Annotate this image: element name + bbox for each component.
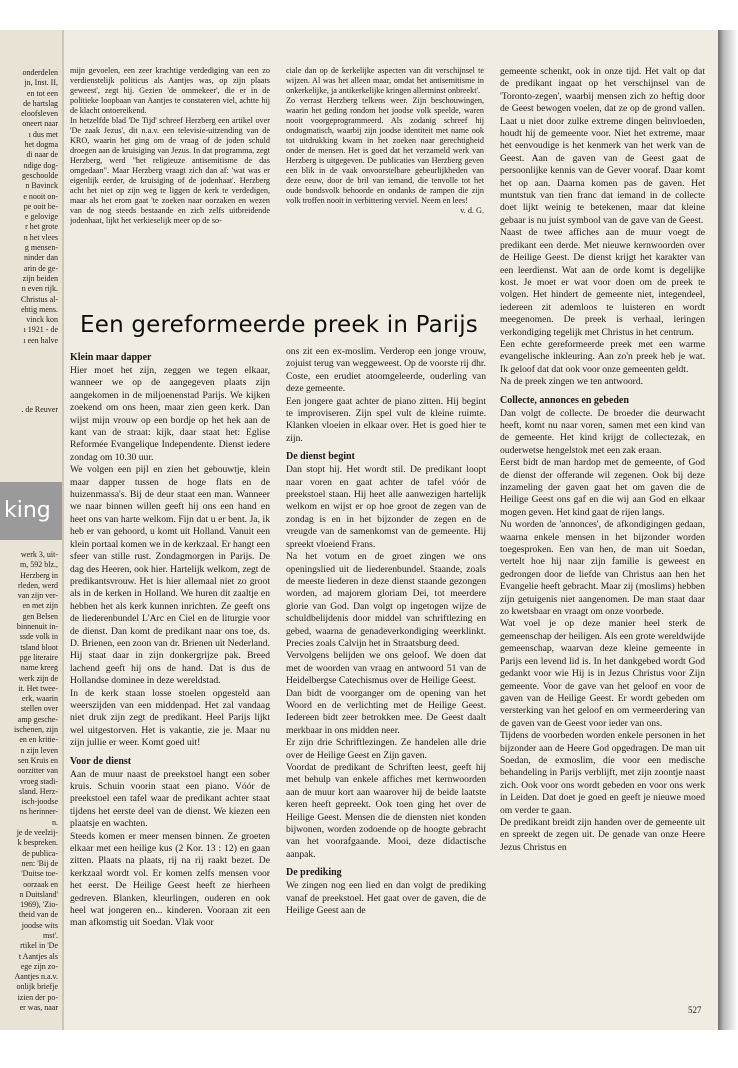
top-column-1-text: mijn gevoelen, een zeer krachtige verdediging van een zo verdienstelijk politicus als Aantjes was, op zijn plaats geweest', zegt hij. Gezien 'de ommekeer', die er in de politieke loopbaan van Aantjes te constateren viel, achtte hij de klacht ontoereikend. In hetzelfde blad 'De Tijd' schreef Herzberg een artikel over 'De zaak Jezus', dit n.a.v. een televisie-uitzending van de KRO, waarin het ging om de vraag of de joden schuld droegen aan de kruisiging van Jezus. In dat programma, zegt Herzberg, werd "het religieuze antisemitisme de das omgedaan". Maar Herzberg vraagt zich dan af: 'wat was er eigenlijk eerder, de kruisiging of de jodenhaat'. Herzberg acht het niet op zijn weg te liggen de kerk te verdedigen, maar als het erom gaat 'te zoeken naar oorzaken en wezen van de nog steeds bestaande en zich zelfs uitbreidende jodenhaat, lijkt het verkieselijk meer op de so- <box>70 66 270 225</box>
previous-page-line: het dogma <box>24 140 58 150</box>
previous-page-line: eloofsleven <box>21 109 58 119</box>
previous-page-line: vinck kon <box>26 315 58 325</box>
previous-page-line: ndige dog- <box>23 160 58 170</box>
previous-page-line: izien der po- <box>17 992 58 1002</box>
previous-page-line: amp gesche- <box>17 714 58 724</box>
magazine-page <box>0 30 718 1030</box>
previous-page-line: de hartslag <box>23 98 58 108</box>
previous-page-line: werk zijn de <box>18 673 58 683</box>
article-title: Een gereformeerde preek in Parijs <box>80 312 478 338</box>
previous-page-line: ischenen, zijn <box>14 725 58 735</box>
previous-page-line: stellen over <box>20 704 58 714</box>
previous-page-top-text <box>2 68 58 346</box>
previous-page-line: theid van de <box>18 910 58 920</box>
previous-page-bottom-text <box>2 550 58 1013</box>
previous-page-line: gen Belsen <box>22 611 58 621</box>
previous-page-line: n Bavinck <box>25 181 58 191</box>
previous-page-line: ı dus met <box>28 129 58 139</box>
previous-page-line: joodse wits <box>21 920 58 930</box>
previous-page-line: 'Duitse toe- <box>21 869 58 879</box>
subheading-klein-maar-dapper: Klein maar dapper <box>70 352 152 363</box>
previous-page-line: pe ooit be- <box>23 201 58 211</box>
previous-page-line: onlijk briefje <box>16 982 58 992</box>
article-column-3-text-1: gemeente schenkt, ook in onze tijd. Het valt op dat de predikant ingaat op het verschijnsel van de 'Toronto-zegen', waarbij mensen zich zo heftig door de Geest bewogen voelen, dat ze op de grond vallen. Laat u niet door zulke extreme dingen beïnvloeden, houdt hij de gemeente voor. Niet het extreme, maar het eenvoudige is het kenmerk van het werk van de Geest. Aan de gaven van de Geest gaat de persoonlijke kennis van de Gever vooraf. Daar komt het op aan. Daarna komen pas de gaven. Het muntstuk van tien franc dat iemand in de collecte doet lijkt weinig te betekenen, maar dat kleine gebaar is nu juist symbool van de gave van de Geest. Naast de twee affiches aan de muur voegt de predikant een derde. Met nieuwe kernwoorden over de Heilige Geest. De dienst krijgt het karakter van een leerdienst. Wat aan de orde komt is degelijke kost. Je moet er wat voor doen om de preek te volgen. Het hindert de gemeente niet, integendeel, iedereen zit ademloos te luisteren en wordt meegenomen. De preek is verhaal, leringen verkondiging tegelijk met Christus in het centrum. Een echte gereformeerde preek met een warme evangelische inkleuring. Aan zo'n preek heb je wat. Ik geloof dat dat ook voor onze gemeenten geldt. Na de preek zingen we ten antwoord. <box>500 66 705 388</box>
previous-page-line: binnenuit in- <box>16 622 58 632</box>
author-initials: v. d. G. <box>460 206 484 215</box>
top-column-2 <box>286 66 484 288</box>
previous-page-line: k bespreken. <box>17 838 58 848</box>
previous-page-line: ege zijn zo- <box>20 961 58 971</box>
previous-page-line: geschoolde <box>22 170 58 180</box>
article-column-2-text-3: We zingen nog een lied en dan volgt de prediking vanaf de preekstoel. Het gaat over de gaven, die de Heilige Geest aan de <box>286 880 486 917</box>
previous-page-line: di naar de <box>26 150 58 160</box>
previous-page-line: e nooit on- <box>23 191 58 201</box>
section-banner: king <box>0 482 62 540</box>
subheading-de-prediking: De prediking <box>286 867 342 879</box>
previous-page-line: n Duitsland' <box>19 889 58 899</box>
article-column-2-text-2: Dan stopt hij. Het wordt stil. De predikant loopt naar voren en gaat achter de tafel vóór de preekstoel staan. Hij heet alle aanwezigen hartelijk welkom en wijst er op hoe groot de zegen van de zondag is en in het bijzonder de zegen en de vreugde van de samenkomst van de gemeente. Hij spreekt vloeiend Frans. Na het votum en de groet zingen we ons openingslied uit de liederenbundel. Staande, zoals de meeste liederen in deze dienst staande gezongen worden, ad majorem gloriam Dei, tot meerdere glorie van God. Dan volgt op ingetogen wijze de schuldbelijdenis door middel van schriftlezing en gebed, waarna de genadeverkondiging weerklinkt. Precies zoals Calvijn het in Straatsburg deed. Vervolgens belijden we ons geloof. We doen dat met de woorden van vraag en antwoord 51 van de Heidelbergse Catechismus over de Heilige Geest. Dan bidt de voorganger om de opening van het Woord en de verlichting met de Heilige Geest. Iedereen bidt zeer betrokken mee. De Geest daalt merkbaar in ons midden neer. Er zijn drie Schriftlezingen. Ze handelen alle drie over de Heilige Geest en Zijn gaven. Voordat de predikant de Schriften leest, geeft hij met behulp van enkele affiches met kernwoorden aan de muur kort aan waarover hij de beide laatste keren heeft gepreekt. Ook toen ging het over de Heilige Geest. Mensen die de diensten niet konden bijwonen, worden zodoende op de hoogte gebracht van het voorafgaande. Mooi, deze didactische aanpak. <box>286 464 486 860</box>
previous-page-line: m, 592 blz., <box>20 560 58 570</box>
previous-page-edge <box>0 30 64 1030</box>
article-column-2-text-1: ons zit een ex-moslim. Verderop een jonge vrouw, zojuist terug van weggeweest. Op de voorste rij dhr. Coste, een erudiet atoomgeleerde, ouderling van deze gemeente. Een jongere gaat achter de piano zitten. Hij begint te improviseren. Zijn spel vult de kleine ruimte. Klanken vloeien in elkaar over. Het is goed hier te zijn. <box>286 346 486 444</box>
previous-page-line: pge literaire <box>19 652 58 662</box>
article-column-2 <box>286 346 486 1004</box>
previous-page-signature: . de Reuver <box>21 405 58 414</box>
previous-page-line: ı een halve <box>23 335 58 345</box>
previous-page-line: en tot een <box>26 88 58 98</box>
previous-page-line: sland. Herz- <box>18 786 58 796</box>
previous-page-line: Christus al- <box>20 294 58 304</box>
page-number: 527 <box>688 1005 702 1015</box>
previous-page-line: jn, Inst. II, <box>24 78 58 88</box>
previous-page-line: werk 3, uit- <box>20 550 58 559</box>
previous-page-line: ehtig mens. <box>21 304 58 314</box>
previous-page-line: van zijn ver- <box>17 591 58 601</box>
previous-page-line: n zijn leven <box>20 745 58 755</box>
previous-page-line: name kreeg <box>20 663 58 673</box>
previous-page-line: ssde volk in <box>19 632 58 642</box>
previous-page-line: 1969), 'Zio- <box>20 900 58 910</box>
previous-page-line: oneert naar <box>22 119 58 129</box>
article-column-3 <box>500 66 705 1006</box>
article-column-3-text-2: Dan volgt de collecte. De broeder die deurwacht heeft, komt nu naar voren, samen met een kind van de gemeente. Het kind krijgt de collectezak, en ouderwetse hengelstok met een zak eraan. Eerst bidt de man hardop met de gemeente, of God de dienst der offerande wil zegenen. Ook bij deze inzameling der gaven gaat het om gaven die de Heilige Geest ons gaf en die wij aan God en elkaar mogen geven. Het kind gaat de rijen langs. Nu worden de 'annonces', de afkondigingen gedaan, waarna enkele mensen in het bijzonder worden toegesproken. Een van hen, de man uit Soedan, vertelt hoe hij naar zijn familie is geweest en gedrongen door de liefde van Christus aan hen het Evangelie heeft gebracht. Maar zij (moslims) hebben zijn getuigenis niet aangenomen. De man staat daar zo kwetsbaar en vraagt om onze voorbede. Wat voel je op deze manier heel sterk de gemeenschap der heiligen. Als een grote wereldwijde gemeenschap, waarvan deze kleine gemeente in Parijs een levend lid is. In het dankgebed wordt God gedankt voor wie Hij is in Jezus Christus voor Zijn gemeente. Voor de gave van het geloof en voor de gaven van de Heilige Geest. Er wordt gebeden om versterking van het geloof en om vermeerdering van de gaven van de Geest voor ieder van ons. Tijdens de voorbeden worden enkele personen in het bijzonder aan de Heere God opgedragen. De man uit Soedan, de exmoslim, die voor een medische behandeling in Parijs verblijft, met zijn zoontje naast zich. Ook voor ons wordt gebeden en voor ons werk in Leiden. Dat doet je goed en geeft je nieuwe moed om verder te gaan. De predikant breidt zijn handen over de gemeente uit en spreekt de zegen uit. De genade van onze Heere Jezus Christus en <box>500 407 705 853</box>
previous-page-line: tsland bloot <box>20 642 58 652</box>
previous-page-line: rleden, werd <box>18 580 58 590</box>
previous-page-line: ı 1921 - de <box>23 325 58 335</box>
previous-page-line: de publica- <box>22 848 58 858</box>
previous-page-line: oorzaak en <box>23 879 58 889</box>
previous-page-line: arin de ge- <box>23 263 58 273</box>
previous-page-line: ninder dan <box>24 253 58 263</box>
previous-page-line: je de veelzij- <box>16 828 58 838</box>
previous-page-line: n het vlees <box>23 232 58 242</box>
previous-page-line: n even rijk. <box>21 284 58 294</box>
previous-page-line: erk, waarin <box>22 694 58 704</box>
previous-page-line: Aantjes n.a.v. <box>14 972 58 982</box>
previous-page-line: mst'. <box>43 930 58 940</box>
article-column-1-text-2: Aan de muur naast de preekstoel hangt een sober kruis. Schuin voorin staat een piano. Vóór de preekstoel een tafel waar de predikant achter staat tijdens het eerste deel van de dienst. We kiezen een plaatsje en wachten. Steeds komen er meer mensen binnen. Ze groeten elkaar met een heilige kus (2 Kor. 13 : 12) en gaan zitten. Plaats na plaats, rij na rij raakt bezet. De kerkzaal wordt vol. Er komen zelfs mensen voor het eerst. De Heilige Geest heeft ze hierheen gedreven. Blanken, kleurlingen, ouderen en ook heel wat jongeren en... kinderen. Vooraan zit een man afkomstig uit Soedan. Vlak voor <box>70 768 270 929</box>
top-column-2-text: ciale dan op de kerkelijke aspecten van dit verschijnsel te wijzen. Al was het alleen maar, omdat het antisemitisme in onkerkelijke, ja antikerkelijke kringen allerminst onbreekt'. Zo verrast Herzberg telkens weer. Zijn beschouwingen, waarin het geding rondom het joodse volk speelde, waren nooit voorgeprogrammeerd. Als zodanig schreef hij ondogmatisch, waarbij zijn joodse identiteit met name ook tot uitdrukking kwam in het zoeken naar gerechtigheid onder de mensen. Het is goed dat het verzameld werk van Herzberg is uitgegeven. De publicaties van Herzberg geven een blik in de vaak onvoorstelbare gebeurlijkheden van deze eeuw, door de bril van iemand, die tenvolle tot het oude bondsvolk behoorde en ondanks de rampen die zijn volk troffen nooit in verbittering verviel. Neem en lees! <box>286 66 484 205</box>
previous-page-line: n. <box>52 817 58 827</box>
previous-page-line: onderdelen <box>22 68 58 77</box>
previous-page-line: vroeg stadi- <box>20 776 58 786</box>
previous-page-line: nen: 'Bij de <box>21 858 58 868</box>
previous-page-line: g mensen- <box>24 243 58 253</box>
subheading-de-dienst-begint: De dienst begint <box>286 451 355 463</box>
previous-page-line: en en kritie- <box>19 735 58 745</box>
previous-page-line: rtikel in 'De <box>20 941 58 951</box>
previous-page-line: Herzberg in <box>20 570 58 580</box>
previous-page-line: sen Kruis en <box>18 755 58 765</box>
previous-page-line: zijn beiden <box>22 273 58 283</box>
subheading-collecte: Collecte, annonces en gebeden <box>500 394 629 406</box>
previous-page-line: r het grote <box>25 222 58 232</box>
previous-page-line: en met zijn <box>22 601 58 611</box>
previous-page-line: oorzitter van <box>17 766 58 776</box>
previous-page-line: er was, naar <box>19 1003 58 1013</box>
previous-page-line: ns herinner- <box>19 807 58 817</box>
top-column-1 <box>70 66 270 288</box>
previous-page-line: isch-joodse <box>21 797 58 807</box>
article-column-1-text-1: Hier moet het zijn, zeggen we tegen elkaar, wanneer we op de aangegeven plaats zijn aangekomen in de miljoenenstad Parijs. We kijken zoekend om ons heen, maar zien geen kerk. Dan wijst mijn vrouw op een bordje op het hek aan de kant van de straat: kijk, daar staat het: Eglise Reformée Evangelique Independente. Dienst iedere zondag om 10.30 uur. We volgen een pijl en zien het gebouwtje, klein maar dapper tussen de hoge flats en de huizenmassa's. Bij de deur staat een man. Wanneer we naar binnen willen geeft hij ons een hand en heet ons van harte welkom. Fijn dat u er bent. Ja, ik heb er van gehoord, u komt uit Holland. Vanuit een klein portaal komen we in de kerkzaal. Er hangt een sfeer van stille rust. Zondagmorgen in Parijs. De dag des Heeren, ook hier. Hartelijk welkom, zegt de predikantsvrouw. Het is hier allemaal niet zo groot als in de kerken in Holland. We huren dit zaaltje en hebben het als kerk kunnen inrichten. Ze geeft ons de liederenbundel L'Arc en Ciel en de liturgie voor de dienst. Dan komt de predikant naar ons toe, ds. D. Brienen, een zoon van dr. Brienen uit Nederland. Hij staat daar in zijn donkergrijze pak. Breed lachend geeft hij ons de hand. Dat is dus de Hollandse dominee in deze wereldstad. In de kerk staan losse stoelen opgesteld aan weerszijden van een middenpad. Het zal vandaag niet druk zijn zegt de predikant. Heel Parijs lijkt wel uitgestorven. Het is vakantie, zie je. Maar nu zijn jullie er weer. Komt goed uit! <box>70 365 270 749</box>
previous-page-line: e gelovige <box>24 212 58 222</box>
previous-page-line: t Aantjes als <box>18 951 58 961</box>
subheading-voor-de-dienst: Voor de dienst <box>70 755 132 767</box>
previous-page-line: it. Het twee- <box>18 683 58 693</box>
binding-shadow <box>718 30 738 1030</box>
article-column-1 <box>70 346 270 1004</box>
